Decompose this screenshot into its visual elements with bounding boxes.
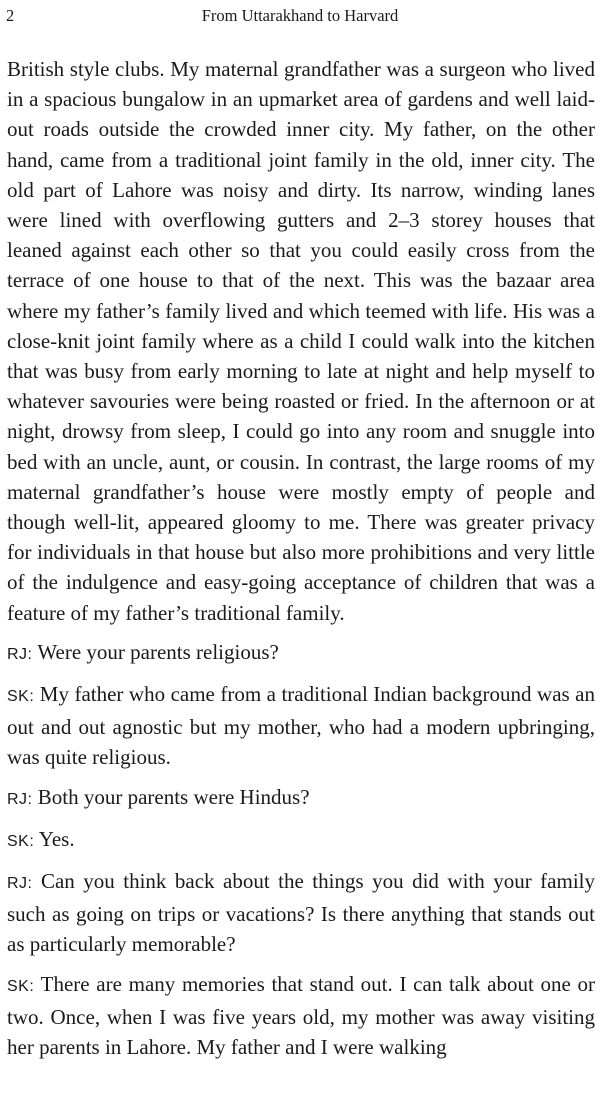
paragraph-text: Can you think back about the things you did with your family such as going on trips or vacations? Is there anything that stands out as particularly memorable?: [7, 869, 595, 957]
speaker-label: SK:: [7, 977, 35, 995]
speaker-label: RJ:: [7, 645, 33, 663]
speaker-label: RJ:: [7, 790, 33, 808]
interview-answer: [7, 969, 595, 1063]
paragraph-text: There are many memories that stand out. I can talk about one or two. Once, when I was five years old, my mother was away visiting her parents in Lahore. My father and I were walking: [7, 971, 596, 1060]
speaker-label: RJ:: [7, 875, 33, 893]
paragraph-text: My father who came from a traditional Indian background was an out and out agnostic but my mother, who had a modern upbringing, was quite religious.: [7, 682, 596, 770]
interview-answer: [7, 679, 595, 773]
narrative-paragraph: [7, 54, 595, 628]
page-header: [6, 4, 594, 28]
interview-answer: [7, 824, 595, 857]
paragraph-text: Yes.: [38, 826, 75, 851]
running-title: From Uttarakhand to Harvard: [201, 6, 399, 25]
interview-question: [7, 637, 595, 670]
interview-question: [7, 782, 595, 815]
speaker-label: SK:: [7, 688, 35, 706]
page-number: 2: [6, 6, 15, 25]
speaker-label: SK:: [7, 832, 35, 850]
paragraph-text: Both your parents were Hindus?: [37, 784, 310, 809]
paragraph-text: Were your parents religious?: [37, 639, 279, 664]
paragraph-text: British style clubs. My maternal grandfather was a surgeon who lived in a spacious bungalow in an upmarket area of gardens and well laid-out roads outside the crowded inner city. My father, on the other hand, came from a traditional joint family in the old, inner city. The old part of Lahore was noisy and dirty. Its narrow, winding lanes were lined with overflowing gutters and 2–3 storey houses that leaned against each other so that you could easily cross from the terrace of one house to that of the next. This was the bazaar area where my father’s family lived and which teemed with life. His was a close-knit joint family where as a child I could walk into the kitchen that was busy from early morning to late at night and help myself to whatever savouries were being roasted or fried. In the afternoon or at night, drowsy from sleep, I could go into any room and snuggle into bed with an uncle, aunt, or cousin. In contrast, the large rooms of my maternal grandfather’s house were mostly empty of people and though well-lit, appeared gloomy to me. There was greater privacy for individuals in that house but also more prohibitions and very little of the indulgence and easy-going acceptance of children that was a feature of my father’s traditional family.: [7, 57, 595, 625]
interview-question: [7, 866, 595, 960]
body-text: [7, 54, 595, 1062]
